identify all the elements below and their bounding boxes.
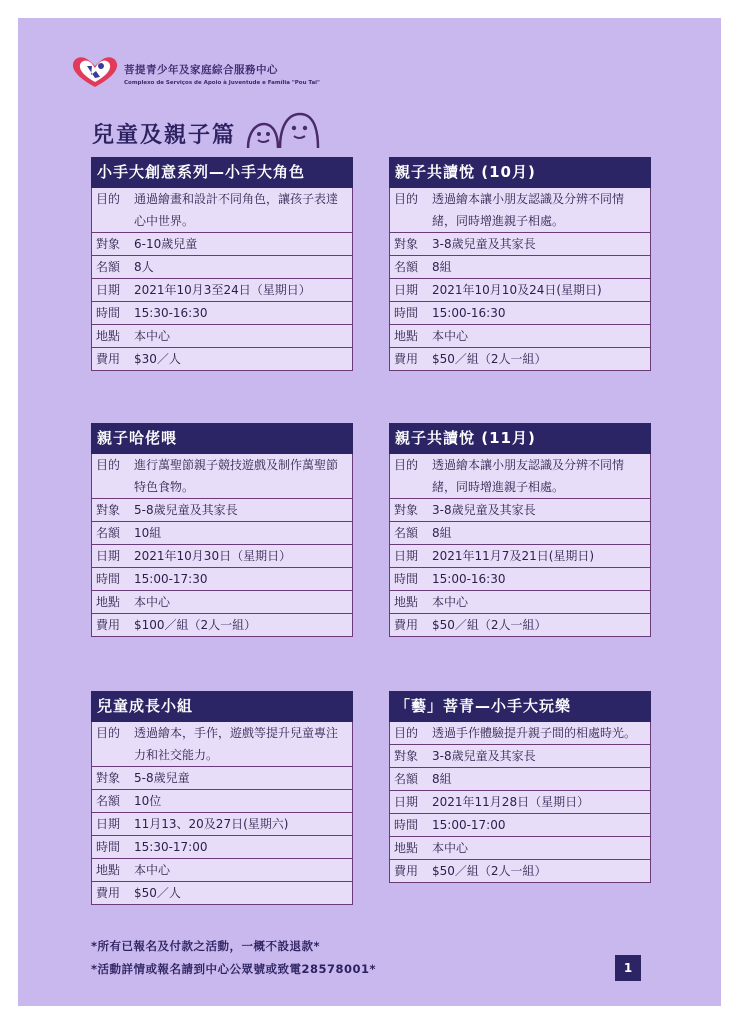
info-row — [91, 722, 353, 767]
info-value: 8人 — [134, 260, 154, 274]
info-value: 3-8歲兒童及其家長 — [432, 749, 536, 763]
info-label: 對象 — [96, 503, 121, 517]
info-row — [389, 837, 651, 860]
info-row — [389, 348, 651, 371]
info-row — [389, 522, 651, 545]
activity-card — [389, 423, 651, 637]
info-value: 2021年10月3至24日（星期日） — [134, 283, 311, 297]
info-label: 費用 — [394, 618, 419, 632]
info-value: 2021年10月10及24日(星期日) — [432, 283, 602, 297]
activity-card — [389, 157, 651, 371]
info-row — [91, 836, 353, 859]
info-row — [91, 233, 353, 256]
info-label: 時間 — [96, 306, 121, 320]
activity-title: 小手大創意系列—小手大角色 — [91, 157, 353, 188]
info-value: $100／組（2人一組） — [134, 618, 257, 632]
info-row — [91, 859, 353, 882]
info-value: 10組 — [134, 526, 162, 540]
info-label: 對象 — [96, 771, 121, 785]
info-label: 對象 — [96, 237, 121, 251]
info-label: 日期 — [394, 549, 419, 563]
info-label: 目的 — [96, 192, 121, 206]
info-row — [91, 568, 353, 591]
info-value: 6-10歲兒童 — [134, 237, 198, 251]
page-number: 1 — [615, 955, 641, 981]
info-label: 名額 — [394, 772, 419, 786]
info-row — [389, 256, 651, 279]
info-value: 透過繪本讓小朋友認識及分辨不同情緒，同時增進親子相處。 — [432, 192, 625, 228]
org-name — [124, 62, 320, 86]
info-value: 15:00-17:30 — [134, 572, 208, 586]
activity-title: 親子哈佬喂 — [91, 423, 353, 454]
info-value: 5-8歲兒童 — [134, 771, 190, 785]
org-name-pt: Complexo de Serviços de Apoio à Juventude e Família "Pou Tai" — [124, 80, 320, 86]
info-value: 10位 — [134, 794, 162, 808]
info-label: 日期 — [96, 817, 121, 831]
info-value: 透過繪本，手作，遊戲等提升兒童專注力和社交能力。 — [134, 726, 339, 762]
info-value: 3-8歲兒童及其家長 — [432, 503, 536, 517]
activity-title: 兒童成長小組 — [91, 691, 353, 722]
info-label: 地點 — [394, 329, 419, 343]
info-row — [389, 768, 651, 791]
info-label: 費用 — [96, 886, 121, 900]
activity-card — [91, 157, 353, 371]
info-label: 時間 — [96, 572, 121, 586]
info-value: 本中心 — [134, 863, 171, 877]
info-row — [91, 882, 353, 905]
activity-card — [91, 691, 353, 905]
info-value: $50／組（2人一組） — [432, 864, 547, 878]
info-value: 8組 — [432, 526, 452, 540]
info-row — [91, 767, 353, 790]
refund-note: *所有已報名及付款之活動，一概不設退款* — [91, 939, 321, 953]
info-row — [91, 591, 353, 614]
info-label: 目的 — [96, 726, 121, 740]
info-value: 本中心 — [134, 595, 171, 609]
info-row — [91, 454, 353, 499]
info-row — [389, 545, 651, 568]
info-label: 對象 — [394, 749, 419, 763]
activity-card — [91, 423, 353, 637]
info-value: 本中心 — [134, 329, 171, 343]
info-label: 日期 — [96, 549, 121, 563]
info-row — [91, 790, 353, 813]
info-row — [389, 233, 651, 256]
info-row — [389, 499, 651, 522]
activity-title: 親子共讀悅 (10月) — [389, 157, 651, 188]
info-label: 地點 — [394, 841, 419, 855]
info-label: 名額 — [394, 260, 419, 274]
info-value: $50／組（2人一組） — [432, 618, 547, 632]
info-value: 15:00-16:30 — [432, 306, 506, 320]
info-label: 時間 — [394, 818, 419, 832]
info-label: 費用 — [96, 352, 121, 366]
info-row — [389, 454, 651, 499]
info-value: $50／組（2人一組） — [432, 352, 547, 366]
info-label: 地點 — [96, 329, 121, 343]
cartoon-characters-icon — [244, 110, 324, 150]
info-value: 8組 — [432, 260, 452, 274]
info-label: 費用 — [96, 618, 121, 632]
info-row — [91, 256, 353, 279]
info-value: 11月13、20及27日(星期六) — [134, 817, 289, 831]
info-row — [91, 325, 353, 348]
info-row — [91, 348, 353, 371]
info-label: 地點 — [96, 863, 121, 877]
activity-title: 親子共讀悅 (11月) — [389, 423, 651, 454]
activity-card — [389, 691, 651, 883]
info-row — [389, 614, 651, 637]
info-label: 對象 — [394, 503, 419, 517]
info-row — [389, 325, 651, 348]
info-row — [389, 279, 651, 302]
info-row — [389, 591, 651, 614]
info-label: 目的 — [394, 726, 419, 740]
info-label: 時間 — [394, 306, 419, 320]
info-row — [389, 188, 651, 233]
info-label: 目的 — [394, 192, 419, 206]
info-row — [91, 614, 353, 637]
info-value: $50／人 — [134, 886, 181, 900]
info-value: 本中心 — [432, 841, 469, 855]
info-row — [91, 545, 353, 568]
activity-title: 「藝」菩青—小手大玩樂 — [389, 691, 651, 722]
info-value: 本中心 — [432, 595, 469, 609]
info-row — [389, 568, 651, 591]
info-value: 5-8歲兒童及其家長 — [134, 503, 238, 517]
info-value: 本中心 — [432, 329, 469, 343]
info-row — [91, 522, 353, 545]
info-label: 日期 — [96, 283, 121, 297]
info-value: 8組 — [432, 772, 452, 786]
info-row — [91, 188, 353, 233]
info-label: 地點 — [96, 595, 121, 609]
info-row — [389, 745, 651, 768]
info-label: 對象 — [394, 237, 419, 251]
org-name-zh: 菩提青少年及家庭綜合服務中心 — [124, 64, 278, 76]
info-label: 時間 — [96, 840, 121, 854]
section-title: 兒童及親子篇 — [92, 123, 237, 148]
info-label: 名額 — [394, 526, 419, 540]
info-value: 2021年11月28日（星期日） — [432, 795, 590, 809]
info-value: 通過繪畫和設計不同角色，讓孩子表達心中世界。 — [134, 192, 339, 228]
info-label: 目的 — [394, 458, 419, 472]
info-value: 2021年11月7及21日(星期日) — [432, 549, 595, 563]
info-label: 日期 — [394, 283, 419, 297]
info-label: 時間 — [394, 572, 419, 586]
info-row — [389, 814, 651, 837]
info-row — [91, 499, 353, 522]
info-value: 透過繪本讓小朋友認識及分辨不同情緒，同時增進親子相處。 — [432, 458, 625, 494]
info-row — [389, 302, 651, 325]
info-row — [91, 302, 353, 325]
info-value: 15:00-16:30 — [432, 572, 506, 586]
info-value: 15:00-17:00 — [432, 818, 506, 832]
info-row — [389, 791, 651, 814]
contact-note: *活動詳情或報名請到中心公眾號或致電28578001* — [91, 962, 377, 976]
info-row — [91, 813, 353, 836]
info-row — [389, 860, 651, 883]
info-row — [91, 279, 353, 302]
info-value: 2021年10月30日（星期日） — [134, 549, 292, 563]
info-label: 目的 — [96, 458, 121, 472]
info-value: 進行萬聖節親子競技遊戲及制作萬聖節特色食物。 — [134, 458, 339, 494]
info-row — [389, 722, 651, 745]
info-label: 費用 — [394, 352, 419, 366]
info-label: 費用 — [394, 864, 419, 878]
heart-logo-icon — [70, 55, 120, 89]
info-value: 15:30-16:30 — [134, 306, 208, 320]
info-label: 名額 — [96, 794, 121, 808]
info-value: $30／人 — [134, 352, 181, 366]
info-label: 名額 — [96, 260, 121, 274]
info-label: 日期 — [394, 795, 419, 809]
info-value: 透過手作體驗提升親子間的相處時光。 — [432, 726, 637, 740]
info-label: 名額 — [96, 526, 121, 540]
info-value: 15:30-17:00 — [134, 840, 208, 854]
info-label: 地點 — [394, 595, 419, 609]
info-value: 3-8歲兒童及其家長 — [432, 237, 536, 251]
